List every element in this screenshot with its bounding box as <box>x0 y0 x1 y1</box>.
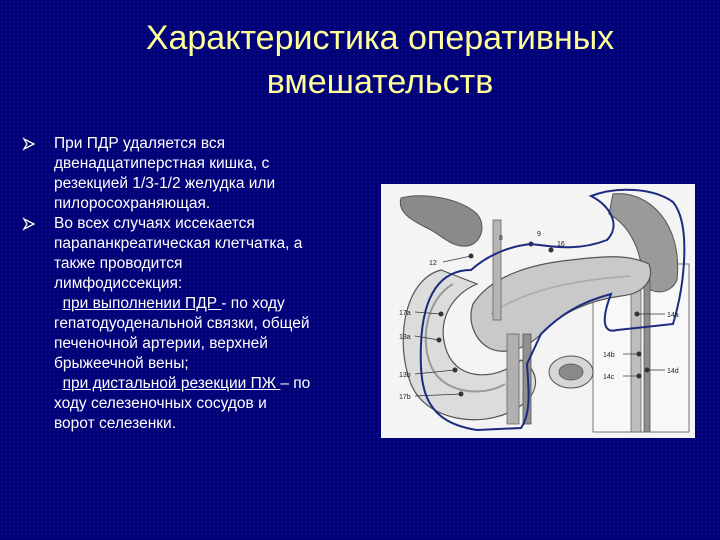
vessel-shape <box>507 334 519 424</box>
bullet-item-2 <box>22 214 362 294</box>
figure-label: 13b <box>399 372 411 379</box>
sub-item-heading: при дистальной резекции ПЖ <box>62 375 281 392</box>
sub-item-line: ворот селезенки. <box>54 415 177 432</box>
figure-label: 13a <box>399 334 411 341</box>
sub-item-pdr <box>22 294 362 374</box>
sub-item-line: брыжеечной вены; <box>54 355 189 372</box>
figure-label: 14b <box>603 352 615 359</box>
sub-item-line: ходу селезеночных сосудов и <box>54 395 267 412</box>
slide-content <box>22 134 362 434</box>
figure-label: 8 <box>499 235 503 242</box>
sub-item-line: гепатодуоденальной связки, общей <box>54 315 310 332</box>
figure-label: 16 <box>557 241 565 248</box>
vessel-shape <box>644 279 650 432</box>
sub-item-line: печеночной артерии, верхней <box>54 335 268 352</box>
bullet-line: При ПДР удаляется вся <box>54 135 226 152</box>
pancreas-anatomy-drawing <box>381 184 695 438</box>
bullet-line: двенадцатиперстная кишка, с <box>54 155 270 172</box>
arrow-bullet-icon <box>22 137 36 151</box>
sub-item-rest: – по <box>280 375 311 392</box>
sub-item-rest: - по ходу <box>221 295 285 312</box>
jejunum-lumen <box>559 364 583 380</box>
title-line-2: вмешательств <box>266 63 494 101</box>
sub-item-distal <box>22 374 362 434</box>
arrow-bullet-icon <box>22 217 36 231</box>
figure-label: 14d <box>667 368 679 375</box>
figure-label: 12 <box>429 260 437 267</box>
bullet-line: Во всех случаях иссекается <box>54 215 255 232</box>
figure-label: 14c <box>603 374 615 381</box>
bullet-line: также проводится <box>54 255 183 272</box>
slide-title <box>60 16 700 104</box>
figure-label: 17a <box>399 310 411 317</box>
bullet-line: парапанкреатическая клетчатка, а <box>54 235 303 252</box>
bullet-line: лимфодиссекция: <box>54 275 183 292</box>
anatomy-illustration <box>381 184 695 438</box>
bullet-item-1 <box>22 134 362 214</box>
title-line-1: Характеристика оперативных <box>145 19 615 57</box>
bullet-line: пилоросохраняющая. <box>54 195 211 212</box>
bullet-line: резекцией 1/3-1/2 желудка или <box>54 175 276 192</box>
figure-label: 14a <box>667 312 679 319</box>
figure-label: 9 <box>537 231 541 238</box>
sub-item-heading: при выполнении ПДР <box>62 295 222 312</box>
figure-label: 17b <box>399 394 411 401</box>
